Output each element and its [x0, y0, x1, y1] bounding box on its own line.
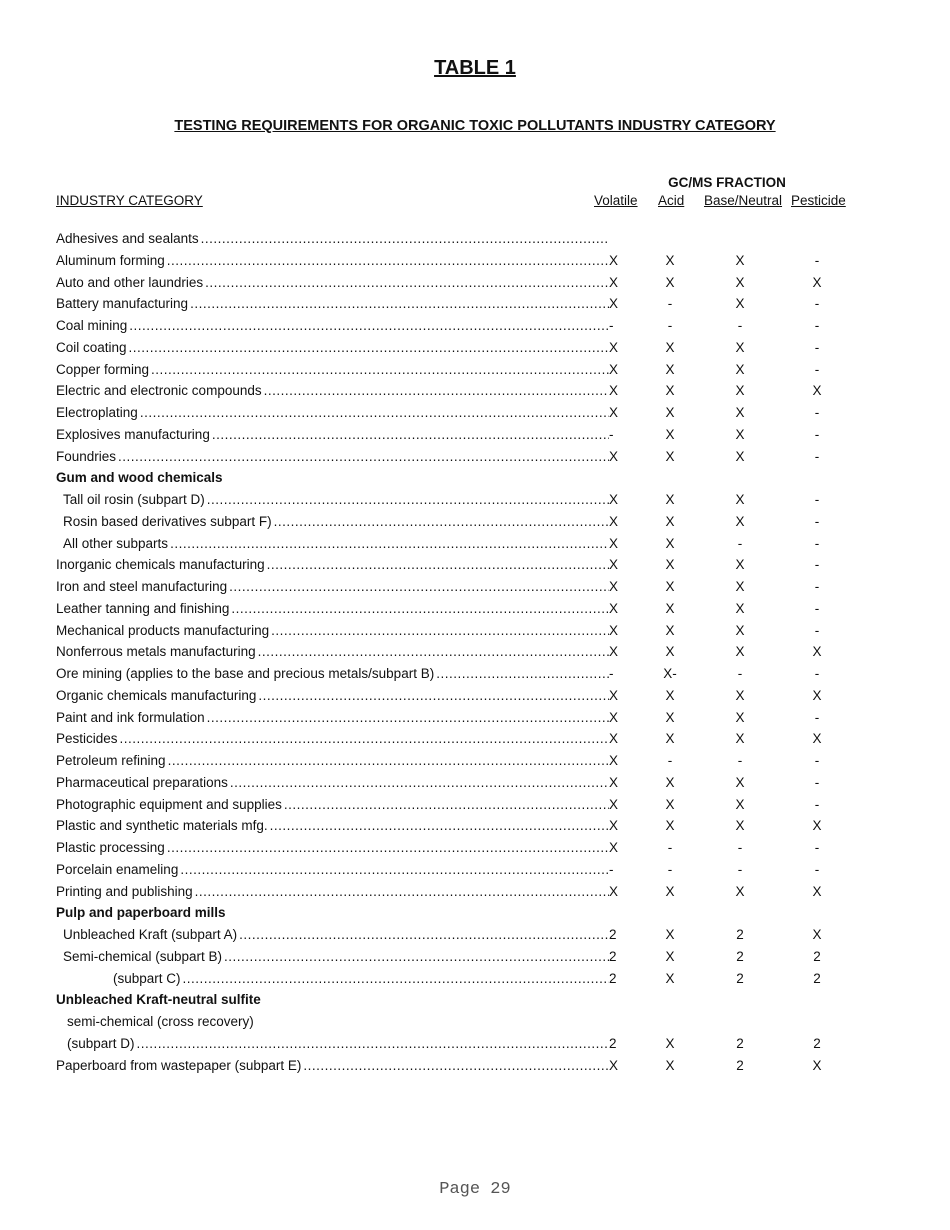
- table-row: [0, 620, 950, 642]
- dot-leader: [284, 794, 609, 816]
- base-neutral-cell: -: [737, 535, 743, 551]
- base-neutral-cell: X: [735, 296, 745, 312]
- row-label: All other subparts: [56, 533, 170, 555]
- table-row: [0, 641, 950, 663]
- row-leader: [56, 250, 609, 272]
- row-label: Coil coating: [56, 337, 129, 359]
- base-neutral-cell: X: [735, 731, 745, 747]
- page-title: TABLE 1: [434, 57, 516, 79]
- volatile-cell: X: [609, 753, 619, 768]
- table-row: [0, 402, 950, 424]
- dot-leader: [274, 511, 609, 533]
- base-neutral-cell: X: [735, 644, 745, 660]
- table-row: [0, 337, 950, 359]
- dot-leader: [212, 424, 609, 446]
- pesticide-cell: -: [814, 252, 820, 268]
- dot-leader: [258, 685, 609, 707]
- volatile-cell: X: [609, 361, 619, 377]
- row-label: Electric and electronic compounds: [56, 380, 264, 402]
- row-leader: [56, 576, 609, 598]
- row-label: Porcelain enameling: [56, 859, 180, 881]
- dot-leader: [180, 859, 609, 881]
- table-row: [0, 511, 950, 533]
- pesticide-cell: X: [812, 644, 822, 660]
- row-label: Plastic and synthetic materials mfg.: [56, 815, 270, 837]
- pesticide-cell: X: [812, 927, 822, 942]
- row-label: Ore mining (applies to the base and precious metals/subpart B): [56, 663, 436, 685]
- base-neutral-cell: -: [737, 318, 743, 333]
- pesticide-header: Pesticide: [791, 193, 846, 208]
- base-neutral-cell: 2: [736, 1035, 744, 1051]
- volatile-cell: X: [609, 339, 619, 355]
- dot-leader: [239, 924, 609, 946]
- pesticide-cell: -: [814, 600, 820, 616]
- volatile-cell: X: [609, 579, 619, 594]
- row-leader: [56, 446, 609, 468]
- acid-cell: -: [667, 296, 673, 312]
- row-leader: [56, 1055, 609, 1077]
- pesticide-cell: -: [814, 448, 820, 464]
- table-subtitle: TESTING REQUIREMENTS FOR ORGANIC TOXIC POLLUTANTS INDUSTRY CATEGORY: [174, 118, 776, 134]
- row-leader: [56, 337, 609, 359]
- pesticide-cell: -: [814, 861, 820, 877]
- volatile-cell: 2: [609, 927, 617, 942]
- pesticide-cell: 2: [813, 948, 821, 964]
- section-heading: Pulp and paperboard mills: [56, 905, 226, 921]
- acid-cell: X: [665, 644, 675, 660]
- volatile-cell: X: [609, 557, 619, 573]
- row-label: Unbleached Kraft (subpart A): [56, 924, 239, 946]
- row-leader: [56, 228, 609, 250]
- row-label: Electroplating: [56, 402, 140, 424]
- base-neutral-cell: -: [737, 666, 743, 681]
- base-neutral-cell: X: [735, 687, 745, 703]
- row-leader: [56, 641, 609, 663]
- base-neutral-cell: 2: [736, 1057, 744, 1073]
- acid-cell: -: [667, 753, 673, 768]
- row-label: Printing and publishing: [56, 881, 195, 903]
- row-label: Petroleum refining: [56, 750, 168, 772]
- row-label: Auto and other laundries: [56, 272, 205, 294]
- volatile-cell: X: [609, 405, 619, 420]
- base-neutral-cell: X: [735, 774, 745, 790]
- table-row: [0, 663, 950, 685]
- table-row: [0, 554, 950, 576]
- table-row: [0, 424, 950, 446]
- acid-cell: X: [665, 426, 675, 442]
- dot-leader: [224, 946, 609, 968]
- row-label: (subpart D): [56, 1033, 137, 1055]
- acid-cell: X: [665, 339, 675, 355]
- acid-cell: X: [665, 405, 675, 420]
- volatile-cell: X: [609, 296, 619, 312]
- table-row: [0, 685, 950, 707]
- pesticide-cell: 2: [813, 1035, 821, 1051]
- acid-cell: X: [665, 513, 675, 529]
- dot-leader: [140, 402, 609, 424]
- pesticide-cell: -: [814, 774, 820, 790]
- pesticide-cell: -: [814, 513, 820, 529]
- acid-cell: X: [665, 731, 675, 747]
- dot-leader: [120, 728, 609, 750]
- pesticide-cell: -: [814, 840, 820, 855]
- pesticide-cell: X: [812, 687, 822, 703]
- acid-cell: X: [665, 818, 675, 834]
- row-leader: [56, 859, 609, 881]
- row-label: Organic chemicals manufacturing: [56, 685, 258, 707]
- row-label: Photographic equipment and supplies: [56, 794, 284, 816]
- row-label: Nonferrous metals manufacturing: [56, 641, 258, 663]
- dot-leader: [183, 968, 609, 990]
- base-neutral-header: Base/Neutral: [704, 193, 783, 208]
- dot-leader: [258, 641, 609, 663]
- base-neutral-cell: 2: [736, 948, 744, 964]
- pesticide-cell: -: [814, 492, 820, 507]
- table-row: [0, 489, 950, 511]
- base-neutral-cell: X: [735, 796, 745, 812]
- industry-table: [0, 228, 950, 1076]
- pesticide-cell: X: [812, 383, 822, 399]
- acid-cell: X-: [663, 666, 677, 681]
- pesticide-cell: -: [814, 426, 820, 442]
- volatile-cell: X: [609, 492, 619, 507]
- row-leader: [56, 881, 609, 903]
- table-row: [0, 533, 950, 555]
- acid-cell: -: [667, 318, 673, 333]
- volatile-cell: X: [609, 513, 619, 529]
- row-label: Rosin based derivatives subpart F): [56, 511, 274, 533]
- pesticide-cell: -: [814, 579, 820, 594]
- base-neutral-cell: X: [735, 252, 745, 268]
- dot-leader: [205, 272, 609, 294]
- row-label: Semi-chemical (subpart B): [56, 946, 224, 968]
- row-leader: [56, 924, 609, 946]
- row-leader: [56, 728, 609, 750]
- acid-cell: X: [665, 709, 675, 725]
- dot-leader: [207, 489, 609, 511]
- volatile-header: Volatile: [594, 193, 638, 208]
- dot-leader: [167, 837, 609, 859]
- pesticide-cell: -: [814, 709, 820, 725]
- table-row: [0, 772, 950, 794]
- acid-cell: X: [665, 1035, 675, 1051]
- base-neutral-cell: X: [735, 513, 745, 529]
- pesticide-cell: -: [814, 405, 820, 420]
- base-neutral-cell: X: [735, 361, 745, 377]
- acid-cell: X: [665, 948, 675, 964]
- row-label: Tall oil rosin (subpart D): [56, 489, 207, 511]
- page-number: Page 29: [439, 1180, 511, 1199]
- table-row: [0, 576, 950, 598]
- row-leader: [56, 533, 609, 555]
- pesticide-cell: -: [814, 622, 820, 638]
- pesticide-cell: -: [814, 361, 820, 377]
- dot-leader: [271, 620, 609, 642]
- volatile-cell: X: [609, 840, 619, 855]
- acid-cell: X: [665, 883, 675, 899]
- dot-leader: [190, 293, 609, 315]
- section-heading: Unbleached Kraft-neutral sulfite: [56, 992, 261, 1008]
- row-leader: [56, 380, 609, 402]
- row-label: semi-chemical (cross recovery): [67, 1014, 254, 1029]
- row-leader: [56, 794, 609, 816]
- table-row: [0, 728, 950, 750]
- table-row: [0, 837, 950, 859]
- section-heading: Gum and wood chemicals: [56, 470, 223, 486]
- acid-header: Acid: [658, 193, 685, 208]
- row-leader: [56, 272, 609, 294]
- acid-cell: X: [665, 774, 675, 790]
- row-label: Copper forming: [56, 359, 151, 381]
- pesticide-cell: -: [814, 753, 820, 768]
- table-row: [0, 707, 950, 729]
- row-label: Pharmaceutical preparations: [56, 772, 230, 794]
- base-neutral-cell: -: [737, 753, 743, 768]
- row-label: Explosives manufacturing: [56, 424, 212, 446]
- row-leader: [56, 968, 609, 990]
- row-leader: [56, 424, 609, 446]
- acid-cell: X: [665, 383, 675, 399]
- acid-cell: X: [665, 535, 675, 551]
- table-row: [0, 272, 950, 294]
- row-leader: [56, 750, 609, 772]
- acid-cell: X: [665, 1057, 675, 1073]
- volatile-cell: X: [609, 709, 619, 725]
- row-leader: [56, 598, 609, 620]
- row-leader: [56, 815, 609, 837]
- pesticide-cell: -: [814, 796, 820, 812]
- table-row: [0, 1033, 950, 1055]
- acid-cell: X: [665, 492, 675, 507]
- dot-leader: [231, 598, 609, 620]
- acid-cell: X: [665, 361, 675, 377]
- acid-cell: -: [667, 861, 673, 877]
- acid-cell: X: [665, 600, 675, 616]
- table-row: [0, 359, 950, 381]
- base-neutral-cell: 2: [736, 970, 744, 986]
- row-leader: [56, 707, 609, 729]
- base-neutral-cell: X: [735, 339, 745, 355]
- base-neutral-cell: X: [735, 426, 745, 442]
- volatile-cell: X: [609, 274, 619, 290]
- table-row: [0, 946, 950, 968]
- row-leader: [56, 402, 609, 424]
- table-row: [0, 924, 950, 946]
- volatile-cell: X: [609, 883, 619, 899]
- volatile-cell: X: [609, 383, 619, 399]
- dot-leader: [151, 359, 609, 381]
- dot-leader: [230, 772, 609, 794]
- table-row: [0, 293, 950, 315]
- table-row: [0, 881, 950, 903]
- row-label: Paint and ink formulation: [56, 707, 207, 729]
- base-neutral-cell: X: [735, 557, 745, 573]
- base-neutral-cell: -: [737, 861, 743, 877]
- acid-cell: X: [665, 687, 675, 703]
- volatile-cell: X: [609, 535, 619, 551]
- pesticide-cell: -: [814, 557, 820, 573]
- acid-cell: X: [665, 448, 675, 464]
- base-neutral-cell: -: [737, 840, 743, 855]
- pesticide-cell: X: [812, 818, 822, 834]
- volatile-cell: X: [609, 731, 619, 747]
- base-neutral-cell: X: [735, 383, 745, 399]
- acid-cell: X: [665, 274, 675, 290]
- row-leader: [56, 315, 609, 337]
- table-row: [0, 859, 950, 881]
- dot-leader: [201, 228, 609, 250]
- table-row: [0, 968, 950, 990]
- row-leader: [56, 772, 609, 794]
- acid-cell: X: [665, 557, 675, 573]
- base-neutral-cell: X: [735, 600, 745, 616]
- volatile-cell: X: [609, 644, 619, 660]
- volatile-cell: X: [609, 774, 619, 790]
- row-label: Pesticides: [56, 728, 120, 750]
- table-row: [0, 446, 950, 468]
- row-leader: [56, 946, 609, 968]
- volatile-cell: 2: [609, 1035, 617, 1051]
- table-row: [0, 902, 950, 924]
- table-row: [0, 750, 950, 772]
- base-neutral-cell: X: [735, 818, 745, 834]
- pesticide-cell: X: [812, 1057, 822, 1073]
- dot-leader: [170, 533, 609, 555]
- dot-leader: [195, 881, 609, 903]
- table-row: [0, 794, 950, 816]
- dot-leader: [270, 815, 609, 837]
- pesticide-cell: -: [814, 318, 820, 333]
- row-label: Foundries: [56, 446, 118, 468]
- acid-cell: -: [667, 840, 673, 855]
- gcms-fraction-header: GC/MS FRACTION: [668, 175, 786, 190]
- base-neutral-cell: 2: [736, 927, 744, 942]
- row-label: Coal mining: [56, 315, 129, 337]
- industry-category-header: INDUSTRY CATEGORY: [56, 193, 203, 208]
- row-label: Iron and steel manufacturing: [56, 576, 229, 598]
- dot-leader: [167, 250, 609, 272]
- table-row: [0, 989, 950, 1011]
- row-label: Leather tanning and finishing: [56, 598, 231, 620]
- volatile-cell: -: [609, 426, 614, 442]
- table-row: [0, 598, 950, 620]
- dot-leader: [168, 750, 609, 772]
- dot-leader: [267, 554, 609, 576]
- table-row: [0, 1011, 950, 1033]
- pesticide-cell: -: [814, 339, 820, 355]
- row-label: (subpart C): [56, 968, 183, 990]
- base-neutral-cell: X: [735, 709, 745, 725]
- pesticide-cell: -: [814, 296, 820, 312]
- acid-cell: X: [665, 252, 675, 268]
- base-neutral-cell: X: [735, 622, 745, 638]
- volatile-cell: 2: [609, 948, 617, 964]
- acid-cell: X: [665, 796, 675, 812]
- table-row: [0, 315, 950, 337]
- acid-cell: X: [665, 970, 675, 986]
- row-leader: [56, 837, 609, 859]
- volatile-cell: -: [609, 318, 614, 333]
- volatile-cell: X: [609, 1057, 619, 1073]
- volatile-cell: X: [609, 622, 619, 638]
- base-neutral-cell: X: [735, 405, 745, 420]
- dot-leader: [207, 707, 609, 729]
- row-leader: [56, 489, 609, 511]
- volatile-cell: X: [609, 448, 619, 464]
- row-label: Adhesives and sealants: [56, 228, 201, 250]
- base-neutral-cell: X: [735, 883, 745, 899]
- row-leader: [56, 685, 609, 707]
- table-row: [0, 228, 950, 250]
- row-leader: [56, 663, 609, 685]
- base-neutral-cell: X: [735, 492, 745, 507]
- volatile-cell: X: [609, 818, 619, 834]
- row-leader: [56, 293, 609, 315]
- table-row: [0, 1055, 950, 1077]
- volatile-cell: X: [609, 600, 619, 616]
- dot-leader: [129, 315, 609, 337]
- row-label: Plastic processing: [56, 837, 167, 859]
- row-label: Inorganic chemicals manufacturing: [56, 554, 267, 576]
- table-row: [0, 250, 950, 272]
- acid-cell: X: [665, 622, 675, 638]
- pesticide-cell: X: [812, 274, 822, 290]
- table-row: [0, 380, 950, 402]
- volatile-cell: X: [609, 687, 619, 703]
- volatile-cell: X: [609, 252, 619, 268]
- pesticide-cell: -: [814, 666, 820, 681]
- volatile-cell: -: [609, 861, 614, 877]
- volatile-cell: 2: [609, 970, 617, 986]
- dot-leader: [137, 1033, 609, 1055]
- row-label: Aluminum forming: [56, 250, 167, 272]
- table-row: [0, 815, 950, 837]
- row-label: Battery manufacturing: [56, 293, 190, 315]
- volatile-cell: X: [609, 796, 619, 812]
- dot-leader: [129, 337, 609, 359]
- acid-cell: X: [665, 579, 675, 594]
- acid-cell: X: [665, 927, 675, 942]
- row-leader: [56, 1033, 609, 1055]
- row-leader: [56, 620, 609, 642]
- pesticide-cell: X: [812, 731, 822, 747]
- dot-leader: [118, 446, 609, 468]
- dot-leader: [229, 576, 609, 598]
- row-leader: [56, 359, 609, 381]
- base-neutral-cell: X: [735, 579, 745, 594]
- row-leader: [56, 554, 609, 576]
- row-leader: [56, 511, 609, 533]
- pesticide-cell: 2: [813, 970, 821, 986]
- base-neutral-cell: X: [735, 274, 745, 290]
- row-label: Paperboard from wastepaper (subpart E): [56, 1055, 303, 1077]
- base-neutral-cell: X: [735, 448, 745, 464]
- volatile-cell: -: [609, 666, 614, 681]
- dot-leader: [264, 380, 609, 402]
- pesticide-cell: X: [812, 883, 822, 899]
- dot-leader: [303, 1055, 609, 1077]
- pesticide-cell: -: [814, 535, 820, 551]
- dot-leader: [436, 663, 609, 685]
- table-row: [0, 467, 950, 489]
- row-label: Mechanical products manufacturing: [56, 620, 271, 642]
